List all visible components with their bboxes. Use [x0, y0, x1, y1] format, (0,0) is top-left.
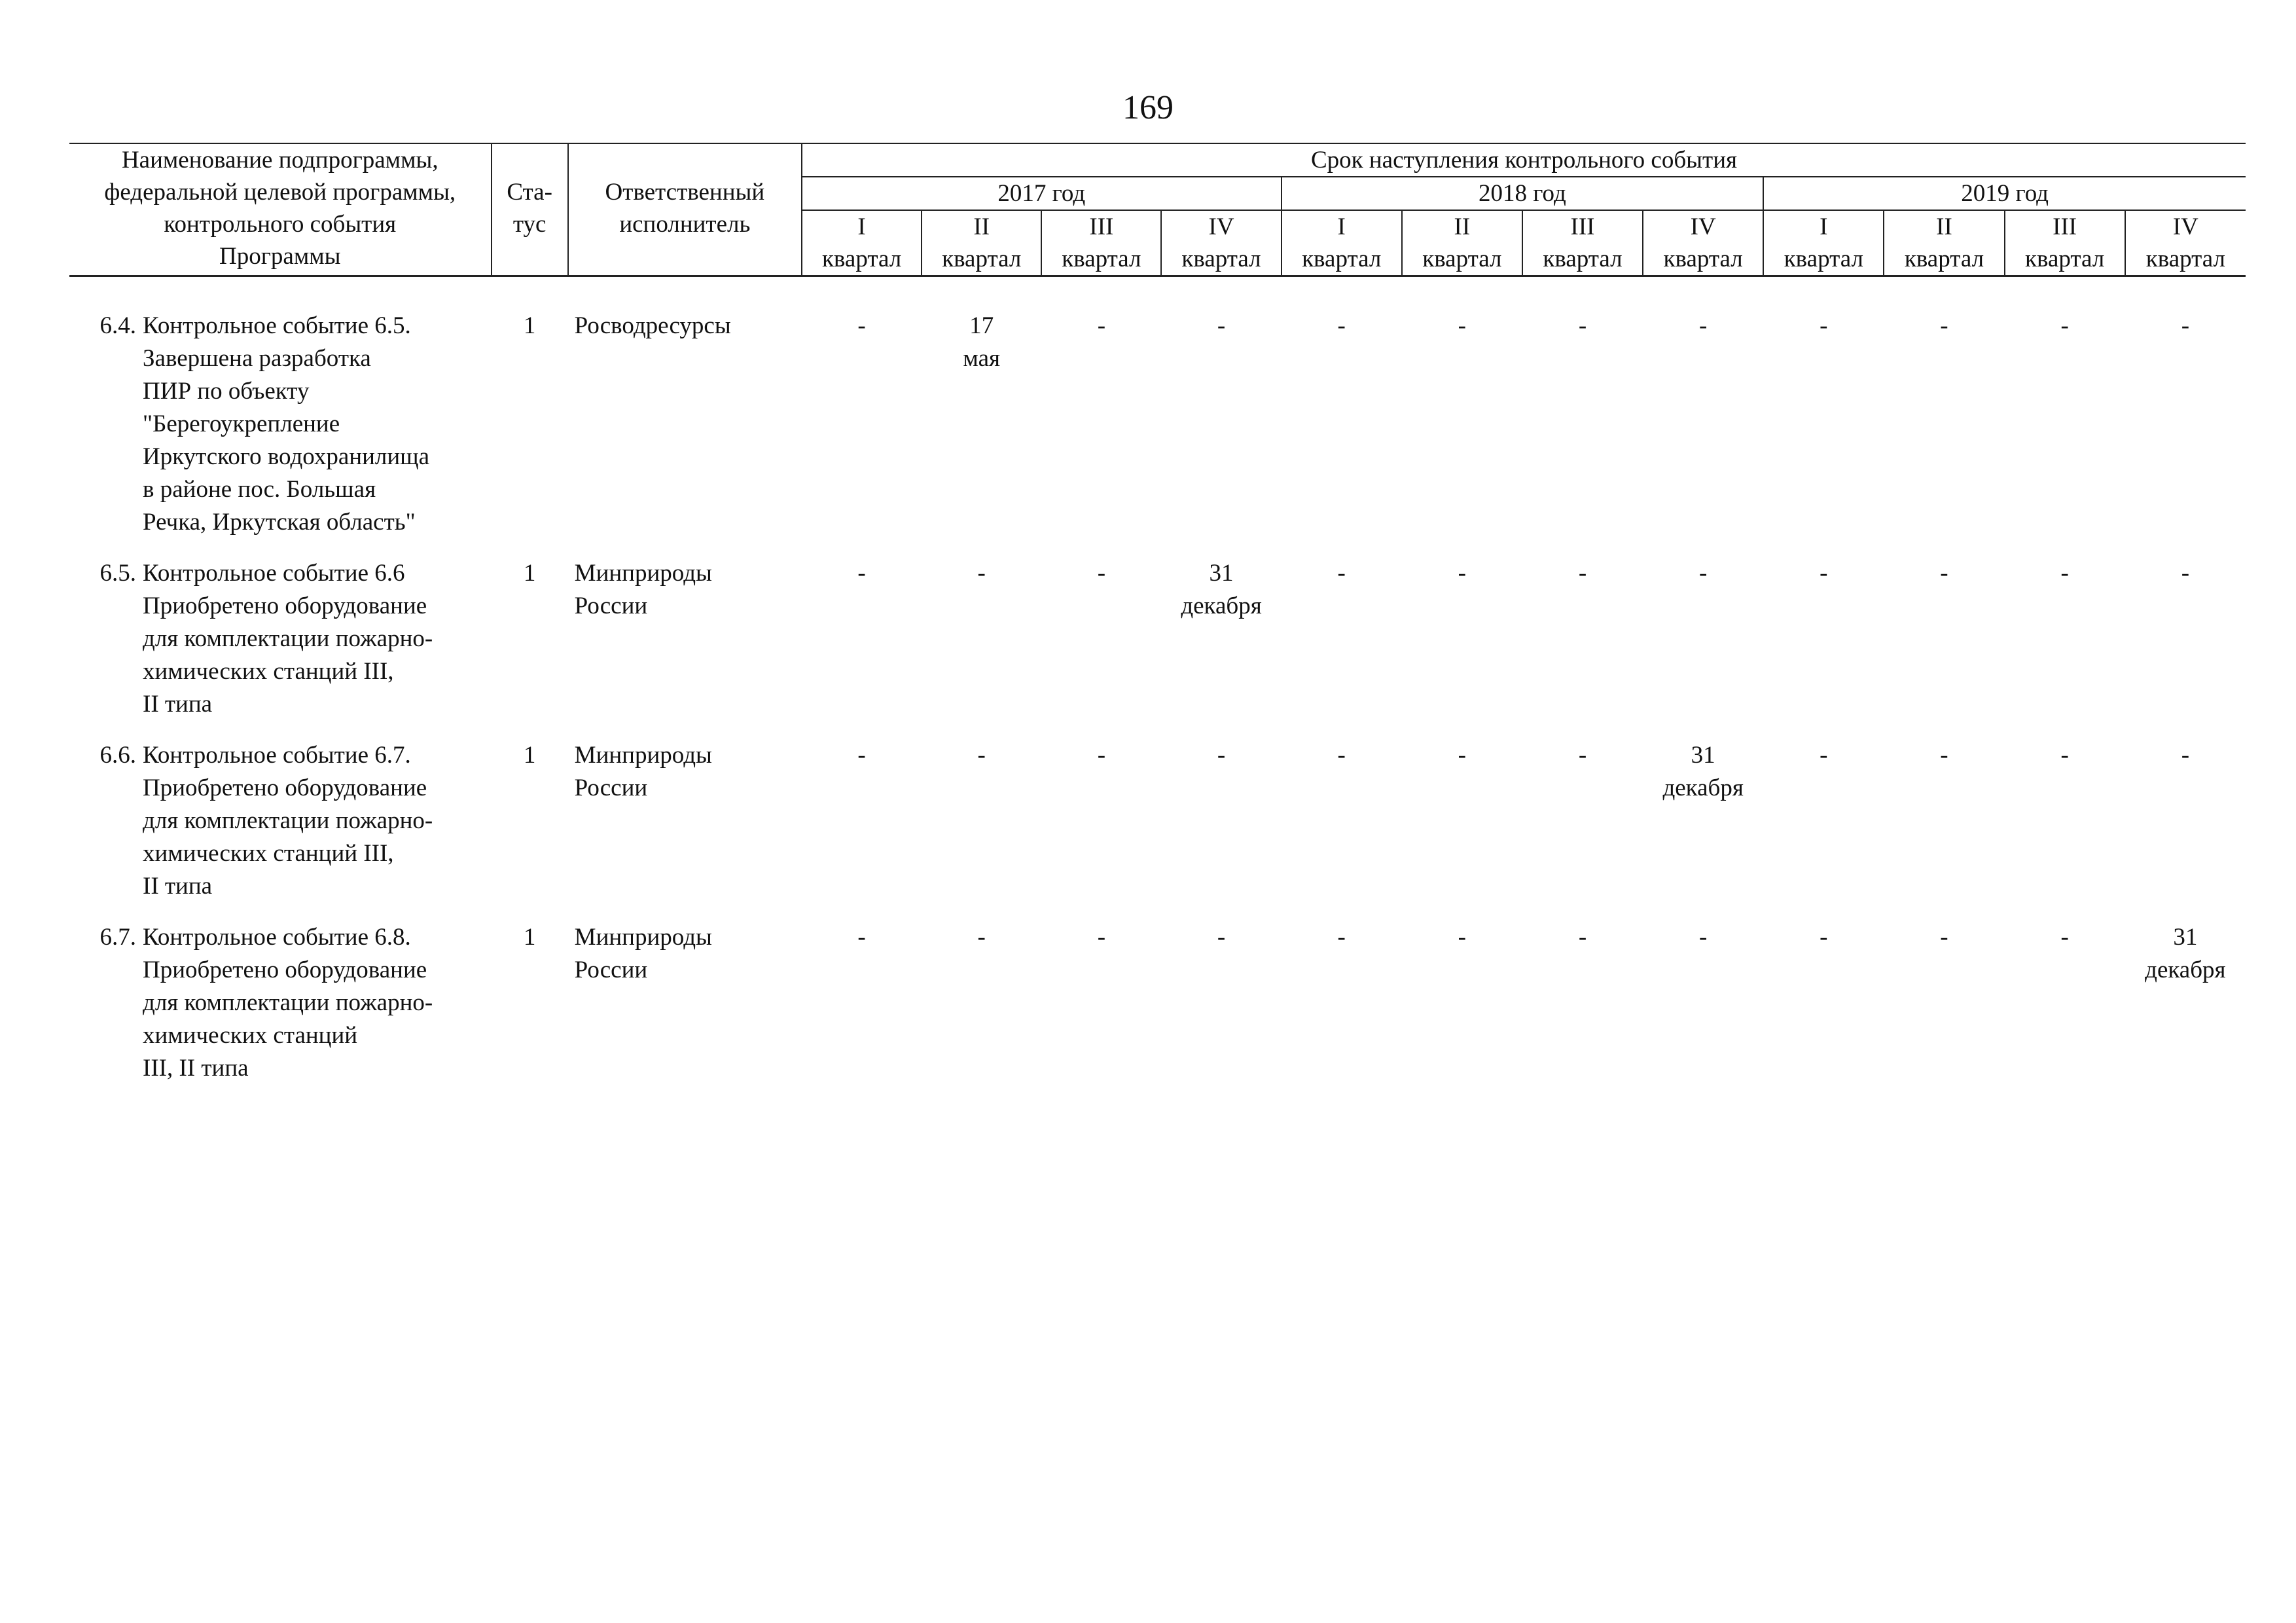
quarter-deadline: [2125, 557, 2246, 721]
table-row: [69, 739, 2246, 903]
quarter-deadline-line: -: [1458, 742, 1466, 769]
quarter-deadline-line: -: [1337, 924, 1346, 951]
responsible-line: Минприроды: [574, 924, 712, 951]
responsible-line: Росводресурсы: [574, 312, 731, 339]
quarter-deadline: [2005, 310, 2125, 539]
header-quarter-label: квартал: [2005, 243, 2125, 276]
responsible-line: Минприроды: [574, 560, 712, 587]
responsible-executor: [568, 739, 802, 903]
event-cell: [69, 310, 492, 539]
quarter-deadline: [1282, 557, 1402, 721]
header-quarter-label: квартал: [1763, 243, 1884, 276]
header-quarter-label: квартал: [1884, 243, 2004, 276]
event-name-line: II типа: [143, 691, 213, 718]
quarter-deadline: [802, 739, 922, 903]
event-name-line: в районе пос. Большая: [143, 476, 376, 503]
responsible-executor: [568, 310, 802, 539]
quarter-deadline-line: -: [1097, 560, 1106, 587]
header-quarter-numeral: III: [2005, 210, 2125, 243]
event-name-line: Завершена разработка: [143, 345, 371, 372]
header-quarter-numeral: I: [1763, 210, 1884, 243]
event-name: [143, 310, 429, 539]
event-name-line: Контрольное событие 6.5.: [143, 312, 411, 339]
quarter-deadline: [1763, 921, 1884, 1085]
header-quarter-label: квартал: [1402, 243, 1522, 276]
header-status-line: Ста-: [507, 179, 552, 206]
quarter-deadline-line: -: [1940, 560, 1948, 587]
event-name-line: химических станций: [143, 1022, 358, 1049]
header-quarter-numeral: IV: [1161, 210, 1281, 243]
quarter-deadline-line: -: [2060, 742, 2069, 769]
header-quarter-numeral: I: [1282, 210, 1402, 243]
header-quarter-numeral: II: [1402, 210, 1522, 243]
quarter-deadline-line: -: [1940, 312, 1948, 339]
event-cell: [69, 921, 492, 1085]
event-name-line: Речка, Иркутская область": [143, 509, 416, 536]
event-name-line: для комплектации пожарно-: [143, 807, 433, 834]
responsible-executor: [568, 921, 802, 1085]
status-value: 1: [523, 924, 536, 951]
header-quarter-label: квартал: [1041, 243, 1161, 276]
quarter-deadline: [802, 557, 922, 721]
event-name-line: Приобретено оборудование: [143, 957, 427, 983]
quarter-deadline: [1161, 310, 1281, 539]
quarter-deadline-line: -: [1940, 924, 1948, 951]
quarter-deadline-line: -: [1578, 312, 1587, 339]
quarter-deadline-line: -: [2181, 742, 2190, 769]
header-year: 2018 год: [1282, 177, 1764, 210]
quarter-deadline: [1402, 557, 1522, 721]
quarter-deadline-line: мая: [963, 345, 1001, 372]
quarter-deadline-line: -: [1820, 560, 1828, 587]
quarter-deadline: [1282, 310, 1402, 539]
event-cell: [69, 557, 492, 721]
quarter-deadline: [1522, 739, 1643, 903]
quarter-deadline: [1643, 739, 1763, 903]
row-number: 6.7.: [99, 924, 136, 951]
responsible-line: России: [574, 775, 648, 801]
quarter-deadline: [1402, 739, 1522, 903]
header-quarter-label: квартал: [1643, 243, 1763, 276]
quarter-deadline: [1884, 557, 2004, 721]
quarter-deadline-line: -: [1578, 560, 1587, 587]
event-name: [143, 739, 433, 903]
event-name-line: Контрольное событие 6.7.: [143, 742, 411, 769]
quarter-deadline-line: -: [2181, 560, 2190, 587]
quarter-deadline-line: -: [857, 924, 866, 951]
quarter-deadline: [1161, 557, 1281, 721]
event-name-line: "Берегоукрепление: [143, 410, 340, 437]
quarter-deadline-line: декабря: [1181, 593, 1262, 619]
table-row: [69, 921, 2246, 1085]
control-events-table: [69, 143, 2246, 1085]
quarter-deadline: [2125, 921, 2246, 1085]
responsible-executor: [568, 557, 802, 721]
quarter-deadline-line: -: [2181, 312, 2190, 339]
header-quarter-numeral: IV: [2125, 210, 2246, 243]
header-status-column: [492, 143, 568, 276]
quarter-deadline-line: -: [1820, 924, 1828, 951]
event-name-line: Контрольное событие 6.8.: [143, 924, 411, 951]
quarter-deadline-line: -: [1578, 924, 1587, 951]
header-quarter-numeral: IV: [1643, 210, 1763, 243]
quarter-deadline: [1763, 310, 1884, 539]
quarter-deadline-line: -: [1097, 742, 1106, 769]
header-quarter-numeral: I: [802, 210, 922, 243]
row-number: 6.6.: [99, 742, 136, 769]
table-body: [69, 276, 2246, 1085]
header-quarter-label: квартал: [1161, 243, 1281, 276]
quarter-deadline-line: -: [1217, 924, 1226, 951]
event-name-line: Приобретено оборудование: [143, 775, 427, 801]
quarter-deadline-line: -: [2060, 924, 2069, 951]
quarter-deadline: [1643, 310, 1763, 539]
event-name-line: Контрольное событие 6.6: [143, 560, 405, 587]
quarter-deadline-line: -: [1217, 742, 1226, 769]
header-name-line: контрольного события: [164, 211, 397, 238]
quarter-deadline-line: -: [977, 560, 986, 587]
quarter-deadline-line: -: [1820, 742, 1828, 769]
responsible-line: России: [574, 593, 648, 619]
row-gap: [69, 903, 2246, 921]
quarter-deadline: [1041, 739, 1161, 903]
quarter-deadline: [1041, 310, 1161, 539]
quarter-deadline: [2125, 310, 2246, 539]
event-name-line: химических станций III,: [143, 658, 394, 685]
quarter-deadline: [1161, 739, 1281, 903]
header-quarter-numeral: II: [1884, 210, 2004, 243]
header-quarter-label: квартал: [802, 243, 922, 276]
quarter-deadline: [802, 310, 922, 539]
status-value: 1: [523, 560, 536, 587]
status-value: 1: [523, 312, 536, 339]
quarter-deadline: [1884, 739, 2004, 903]
page-number: 169: [1122, 89, 1174, 126]
table-header: [69, 143, 2246, 276]
quarter-deadline: [2005, 739, 2125, 903]
quarter-deadline-line: -: [1217, 312, 1226, 339]
quarter-deadline: [1522, 921, 1643, 1085]
event-name-line: ПИР по объекту: [143, 378, 310, 405]
quarter-deadline: [1282, 921, 1402, 1085]
quarter-deadline: [2005, 557, 2125, 721]
quarter-deadline-line: -: [2060, 560, 2069, 587]
event-name-line: для комплектации пожарно-: [143, 625, 433, 652]
quarter-deadline: [1041, 557, 1161, 721]
row-gap: [69, 721, 2246, 739]
quarter-deadline-line: -: [1097, 924, 1106, 951]
quarter-deadline: [1522, 310, 1643, 539]
event-name-line: химических станций III,: [143, 840, 394, 867]
quarter-deadline-line: -: [1698, 312, 1708, 339]
quarter-deadline-line: -: [857, 560, 866, 587]
quarter-deadline-line: -: [977, 924, 986, 951]
quarter-deadline-line: -: [1698, 924, 1708, 951]
quarter-deadline: [1402, 921, 1522, 1085]
header-name-line: Программы: [219, 243, 341, 270]
quarter-deadline-line: 31: [1691, 742, 1715, 769]
quarter-deadline: [2125, 739, 2246, 903]
quarter-deadline-line: -: [1097, 312, 1106, 339]
event-name-line: Иркутского водохранилища: [143, 443, 430, 470]
event-name-line: II типа: [143, 873, 213, 900]
quarter-deadline: [1282, 739, 1402, 903]
quarter-deadline-line: -: [1458, 560, 1466, 587]
quarter-deadline: [1522, 557, 1643, 721]
quarter-deadline-line: -: [1940, 742, 1948, 769]
header-year: 2017 год: [802, 177, 1282, 210]
row-gap: [69, 539, 2246, 557]
header-deadline-group: Срок наступления контрольного события: [802, 143, 2246, 177]
row-number: 6.4.: [99, 312, 136, 339]
header-name-line: Наименование подпрограммы,: [121, 147, 439, 173]
quarter-deadline: [1161, 921, 1281, 1085]
quarter-deadline: [1884, 921, 2004, 1085]
responsible-line: России: [574, 957, 648, 983]
header-quarter-label: квартал: [922, 243, 1041, 276]
header-quarter-numeral: III: [1522, 210, 1643, 243]
quarter-deadline-line: -: [1820, 312, 1828, 339]
quarter-deadline: [922, 921, 1041, 1085]
quarter-deadline-line: -: [1337, 742, 1346, 769]
quarter-deadline-line: 31: [1209, 560, 1234, 587]
quarter-deadline-line: -: [2060, 312, 2069, 339]
event-name-line: для комплектации пожарно-: [143, 989, 433, 1016]
quarter-deadline: [1402, 310, 1522, 539]
responsible-line: Минприроды: [574, 742, 712, 769]
quarter-deadline: [922, 557, 1041, 721]
event-name-line: III, II типа: [143, 1055, 249, 1082]
header-responsible-line: Ответственный: [605, 179, 765, 206]
quarter-deadline-line: декабря: [2145, 957, 2226, 983]
quarter-deadline: [1763, 557, 1884, 721]
quarter-deadline: [1643, 921, 1763, 1085]
quarter-deadline-line: -: [1578, 742, 1587, 769]
header-name-line: федеральной целевой программы,: [104, 179, 456, 206]
quarter-deadline: [1041, 921, 1161, 1085]
row-number: 6.5.: [99, 560, 136, 587]
event-name-line: Приобретено оборудование: [143, 593, 427, 619]
quarter-deadline-line: -: [1337, 560, 1346, 587]
quarter-deadline: [922, 739, 1041, 903]
header-quarter-numeral: II: [922, 210, 1041, 243]
header-name-column: [69, 143, 492, 276]
event-name: [143, 921, 433, 1085]
quarter-deadline-line: -: [1337, 312, 1346, 339]
quarter-deadline: [2005, 921, 2125, 1085]
quarter-deadline-line: -: [1458, 924, 1466, 951]
header-quarter-numeral: III: [1041, 210, 1161, 243]
quarter-deadline-line: -: [1458, 312, 1466, 339]
event-cell: [69, 739, 492, 903]
quarter-deadline-line: -: [857, 312, 866, 339]
header-status-line: тус: [512, 211, 547, 238]
status-value: 1: [523, 742, 536, 769]
quarter-deadline-line: -: [857, 742, 866, 769]
quarter-deadline: [1643, 557, 1763, 721]
quarter-deadline: [802, 921, 922, 1085]
header-responsible-line: исполнитель: [619, 211, 751, 238]
quarter-deadline-line: декабря: [1662, 775, 1744, 801]
header-quarter-label: квартал: [2125, 243, 2246, 276]
quarter-deadline-line: 17: [969, 312, 994, 339]
header-quarter-label: квартал: [1522, 243, 1643, 276]
quarter-deadline: [922, 310, 1041, 539]
header-quarter-label: квартал: [1282, 243, 1402, 276]
table-row: [69, 557, 2246, 721]
quarter-deadline: [1884, 310, 2004, 539]
quarter-deadline: [1763, 739, 1884, 903]
quarter-deadline-line: -: [977, 742, 986, 769]
header-year: 2019 год: [1763, 177, 2246, 210]
quarter-deadline-line: 31: [2173, 924, 2198, 951]
table-row: [69, 310, 2246, 539]
header-responsible-column: [568, 143, 802, 276]
quarter-deadline-line: -: [1698, 560, 1708, 587]
event-name: [143, 557, 433, 721]
